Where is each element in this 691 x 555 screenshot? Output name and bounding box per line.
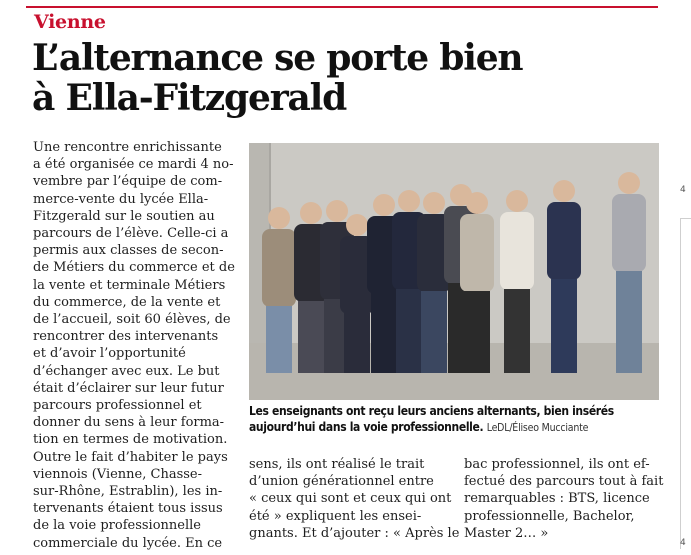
person-head [346,214,368,236]
text-line: merce-vente du lycée Ella- [33,191,209,207]
text-line: été » expliquent les ensei- [249,508,422,524]
person-legs [421,291,447,373]
person-head [553,180,575,202]
person-torso [612,194,646,272]
margin-number: 4 [680,538,686,548]
text-line: rencontrer des intervenants [33,329,219,345]
text-line: Outre le fait d’habiter le pays [33,449,228,465]
text-line: sur-Rhône, Estrablin), les in- [33,484,223,500]
text-line: parcours professionnel et [33,398,202,414]
photo-credit: LeDL/Éliseo Mucciante [486,421,589,434]
person-legs [344,313,370,373]
text-line: tervenants étaient tous issus [33,501,223,517]
text-line: a été organisée ce mardi 4 no- [33,157,234,173]
person-torso [547,202,581,280]
text-line: d’échanger avec eux. Le but [33,363,220,379]
text-line: commerciale du lycée. En ce [33,535,223,551]
caption-text: Les enseignants ont reçu leurs anciens alternants, bien insérés aujourd’hui dans la voie professionnelle. [249,404,614,434]
person-torso [460,214,494,292]
text-line: bac professionnel, ils ont ef- [464,457,650,472]
text-line: donner du sens à leur forma- [33,415,225,431]
photo-caption [249,404,661,436]
text-line: gnants. Et d’ajouter : « Après le [249,525,460,541]
text-line: parcours de l’élève. Celle-ci a [33,226,229,242]
text-line: de la voie professionnelle [33,518,201,534]
text-line: fectué des parcours tout à fait [464,474,664,490]
group-photo [249,143,659,400]
headline [32,38,652,118]
article-column-2 [249,456,460,542]
text-line: Master 2… » [464,525,549,541]
headline-line: à Ella-Fitzgerald [32,77,347,119]
person-head [326,200,348,222]
person-torso [500,212,534,290]
adjacent-column-frame [680,218,691,549]
text-line: vembre par l’équipe de com- [33,174,223,190]
text-line: remarquables : BTS, licence [464,491,650,507]
person-head [398,190,420,212]
text-line: tion en termes de motivation. [33,432,228,448]
person-legs [616,271,642,373]
text-line: de Métiers du commerce et de [33,260,235,276]
text-line: était d’éclairer sur leur futur [33,380,224,396]
headline-line: L’alternance se porte bien [32,37,523,79]
text-line: Une rencontre enrichissante [33,140,222,155]
text-line: sens, ils ont réalisé le trait [249,457,425,472]
text-line: de l’accueil, soit 60 élèves, de [33,312,231,328]
text-line: « ceux qui sont et ceux qui ont [249,491,452,507]
person-torso [262,229,296,307]
text-line: Fitzgerald sur le soutien au [33,208,215,224]
person-head [268,207,290,229]
text-line: d’union générationnel entre [249,474,434,490]
text-line: professionnelle, Bachelor, [464,508,635,524]
text-line: permis aux classes de secon- [33,243,224,259]
person-legs [298,301,324,373]
person-head [300,202,322,224]
text-line: et d’avoir l’opportunité [33,346,186,362]
text-line: la vente et terminale Métiers [33,277,226,293]
text-line: du commerce, de la vente et [33,294,221,310]
person-legs [464,291,490,373]
kicker: Vienne [34,11,106,33]
margin-number: 4 [680,185,686,195]
person-legs [371,293,397,373]
person-head [618,172,640,194]
group-photo-illustration [249,143,659,400]
person-legs [266,306,292,373]
person-legs [396,289,422,373]
person-legs [504,289,530,373]
person-head [373,194,395,216]
person-head [466,192,488,214]
person-legs [551,279,577,373]
text-line: viennois (Vienne, Chasse- [33,466,203,482]
top-rule [26,6,658,8]
person-head [423,192,445,214]
person-head [506,190,528,212]
article-column-1 [33,139,235,552]
article-column-3 [464,456,664,542]
